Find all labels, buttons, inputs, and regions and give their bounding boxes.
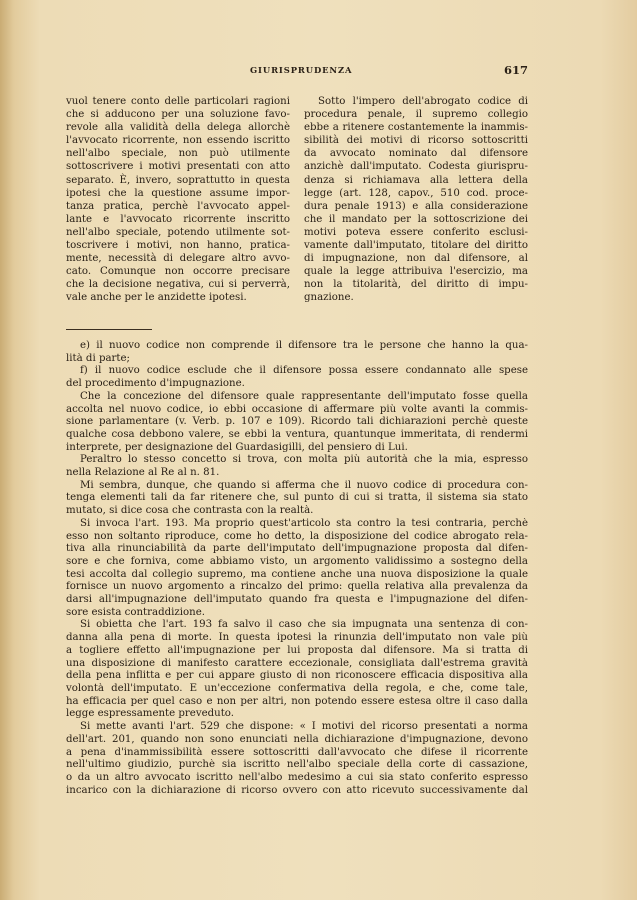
text-line: lità di parte; xyxy=(66,352,130,364)
text-line: cato. Comunque non occorre precisare xyxy=(66,266,290,278)
text-line: volontà dell'imputato. È un'eccezione confermativa della regola, e che, come tale, xyxy=(66,682,528,694)
text-line: mente, necessità di delegare altro avvo- xyxy=(66,253,290,265)
text-line: legge (art. 128, capov., 510 cod. proce- xyxy=(304,187,528,199)
text-line: della pena inflitta e per cui appare giusto di non riconoscere efficacia dispositiva alla xyxy=(66,670,528,682)
text-line: nell'albo speciale, non può utilmente xyxy=(66,148,290,160)
text-line: Sotto l'impero dell'abrogato codice di xyxy=(318,96,528,107)
text-line: che il mandato per la sottoscrizione dei xyxy=(304,213,528,225)
text-line: revole alla validità della delega allorchè xyxy=(66,122,290,134)
text-line: anzichè dall'imputato. Codesta giurispru- xyxy=(304,161,528,173)
text-line: separato. È, invero, soprattutto in questa xyxy=(66,174,290,186)
text-line: esso non soltanto riproduce, come ho detto, la disposizione del codice abrogato rela- xyxy=(66,530,528,542)
text-line: Si mette avanti l'art. 529 che dispone: « I motivi del ricorso presentati a norma xyxy=(80,721,528,733)
text-line: che la decisione negativa, cui si perverrà, xyxy=(66,279,290,291)
notes-section xyxy=(66,340,528,797)
text-line: da avvocato nominato dal difensore xyxy=(304,148,528,160)
text-line: f) il nuovo codice esclude che il difensore possa essere condannato alle spese xyxy=(80,365,528,377)
page-number: 617 xyxy=(504,63,529,77)
text-line: ha efficacia per quel caso e non per altri, non potendo essere estesa oltre il caso dalla xyxy=(66,695,528,707)
text-line: a pena d'inammissibilità essere sottoscritti dall'avvocato che difese il ricorrente xyxy=(66,746,528,758)
text-line: del procedimento d'impugnazione. xyxy=(66,378,245,390)
text-line: vamente dall'imputato, titolare del diritto xyxy=(304,240,528,252)
text-line: toscrivere i motivi, non hanno, pratica- xyxy=(66,240,290,252)
footnote-separator xyxy=(66,329,152,330)
text-line: tesi accolta dal collegio supremo, ma contiene anche una nuova disposizione la quale xyxy=(66,568,528,580)
left-column xyxy=(66,95,290,305)
text-line: accolta nel nuovo codice, io ebbi occasione di affermare più volte avanti la commis- xyxy=(66,403,528,415)
text-line: Che la concezione del difensore quale rappresentante dell'imputato fosse quella xyxy=(80,390,528,402)
text-line: che si adducono per una soluzione favo- xyxy=(66,109,290,121)
two-column-body xyxy=(66,95,528,305)
text-line: nella Relazione al Re al n. 81. xyxy=(66,467,220,479)
text-line: vuol tenere conto delle particolari ragioni xyxy=(66,96,290,107)
right-column xyxy=(304,95,528,305)
text-line: danna alla pena di morte. In questa ipotesi la rinunzia dell'imputato non vale più xyxy=(66,632,528,644)
text-line: nell'albo speciale, potendo utilmente sot- xyxy=(66,226,290,238)
text-line: sottoscrivere i motivi presentati con atto xyxy=(66,161,290,173)
text-line: tiva alla rinunciabilità da parte dell'imputato dell'impugnazione proposta dal difen- xyxy=(66,543,528,555)
text-line: e) il nuovo codice non comprende il difensore tra le persone che hanno la qua- xyxy=(80,340,528,351)
text-line: interprete, per designazione del Guardasigilli, del pensiero di Lui. xyxy=(66,441,408,453)
text-line: Si invoca l'art. 193. Ma proprio quest'articolo sta contro la tesi contraria, perchè xyxy=(80,517,528,529)
text-line: ipotesi che la questione assume impor- xyxy=(66,187,290,199)
text-line: motivi poteva essere conferito esclusi- xyxy=(304,226,528,238)
text-line: nell'ultimo giudizio, purchè sia iscritto nell'albo speciale della corte di cassazione, xyxy=(66,759,528,771)
text-line: dell'art. 201, quando non sono enunciati nella dichiarazione d'impugnazione, devono xyxy=(66,733,528,745)
text-line: una disposizione di manifesto carattere eccezionale, consigliata dall'estrema gravità xyxy=(66,657,528,669)
text-line: a togliere effetto all'impugnazione per lui proposta dal difensore. Ma si tratta di xyxy=(66,644,528,656)
text-line: sore e che forniva, come abbiamo visto, un argomento validissimo a sostegno della xyxy=(66,555,528,567)
text-line: Peraltro lo stesso concetto si trova, con molta più autorità che la mia, espresso xyxy=(80,454,528,466)
text-line: Mi sembra, dunque, che quando si afferma che il nuovo codice di procedura con- xyxy=(80,479,528,491)
text-line: ebbe a ritenere costantemente la inammis- xyxy=(304,122,528,134)
text-line: vale anche per le anzidette ipotesi. xyxy=(66,292,247,304)
text-line: dura penale 1913) e alla considerazione xyxy=(304,200,528,212)
text-line: legge espressamente preveduto. xyxy=(66,708,234,720)
text-line: qualche cosa debbono valere, se ebbi la ventura, quantunque immeritata, di rendermi xyxy=(66,428,528,440)
text-line: sore esista contraddizione. xyxy=(66,606,205,618)
text-line: tenga elementi tali da far ritenere che, sul punto di cui si tratta, il sistema sia stato xyxy=(66,492,528,504)
text-line: gnazione. xyxy=(304,292,354,304)
text-line: sibilità dei motivi di ricorso sottoscritti xyxy=(304,135,528,147)
text-line: incarico con la dichiarazione di ricorso ovvero con atto ricevuto successivamente dal xyxy=(66,784,528,796)
text-line: l'avvocato ricorrente, non essendo iscritto xyxy=(66,135,290,147)
text-line: di impugnazione, non dal difensore, al xyxy=(304,253,528,265)
text-line: lante e l'avvocato ricorrente inscritto xyxy=(66,213,290,225)
text-line: sione parlamentare (v. Verb. p. 107 e 109). Ricordo tali dichiarazioni perchè queste xyxy=(66,416,528,428)
text-line: mutato, si dice cosa che contrasta con la realtà. xyxy=(66,505,314,517)
text-line: o da un altro avvocato iscritto nell'albo medesimo a cui sia stato conferito espresso xyxy=(66,771,528,783)
text-line: non la titolarità, del diritto di impu- xyxy=(304,279,528,291)
text-line: quale la legge attribuiva l'esercizio, ma xyxy=(304,266,528,278)
text-line: procedura penale, il supremo collegio xyxy=(304,109,528,121)
text-line: Si obietta che l'art. 193 fa salvo il caso che sia impugnata una sentenza di con- xyxy=(80,619,528,631)
text-line: denza si richiamava alla lettera della xyxy=(304,174,528,186)
text-line: fornisce un nuovo argomento a rincalzo del primo: quella relativa alla prevalenza da xyxy=(66,581,528,593)
text-line: tanza pratica, perchè l'avvocato appel- xyxy=(66,200,290,212)
text-line: darsi all'impugnazione dell'imputato quando fra questa e l'impugnazione del difen- xyxy=(66,594,528,606)
header-title: GIURISPRUDENZA xyxy=(250,65,353,75)
